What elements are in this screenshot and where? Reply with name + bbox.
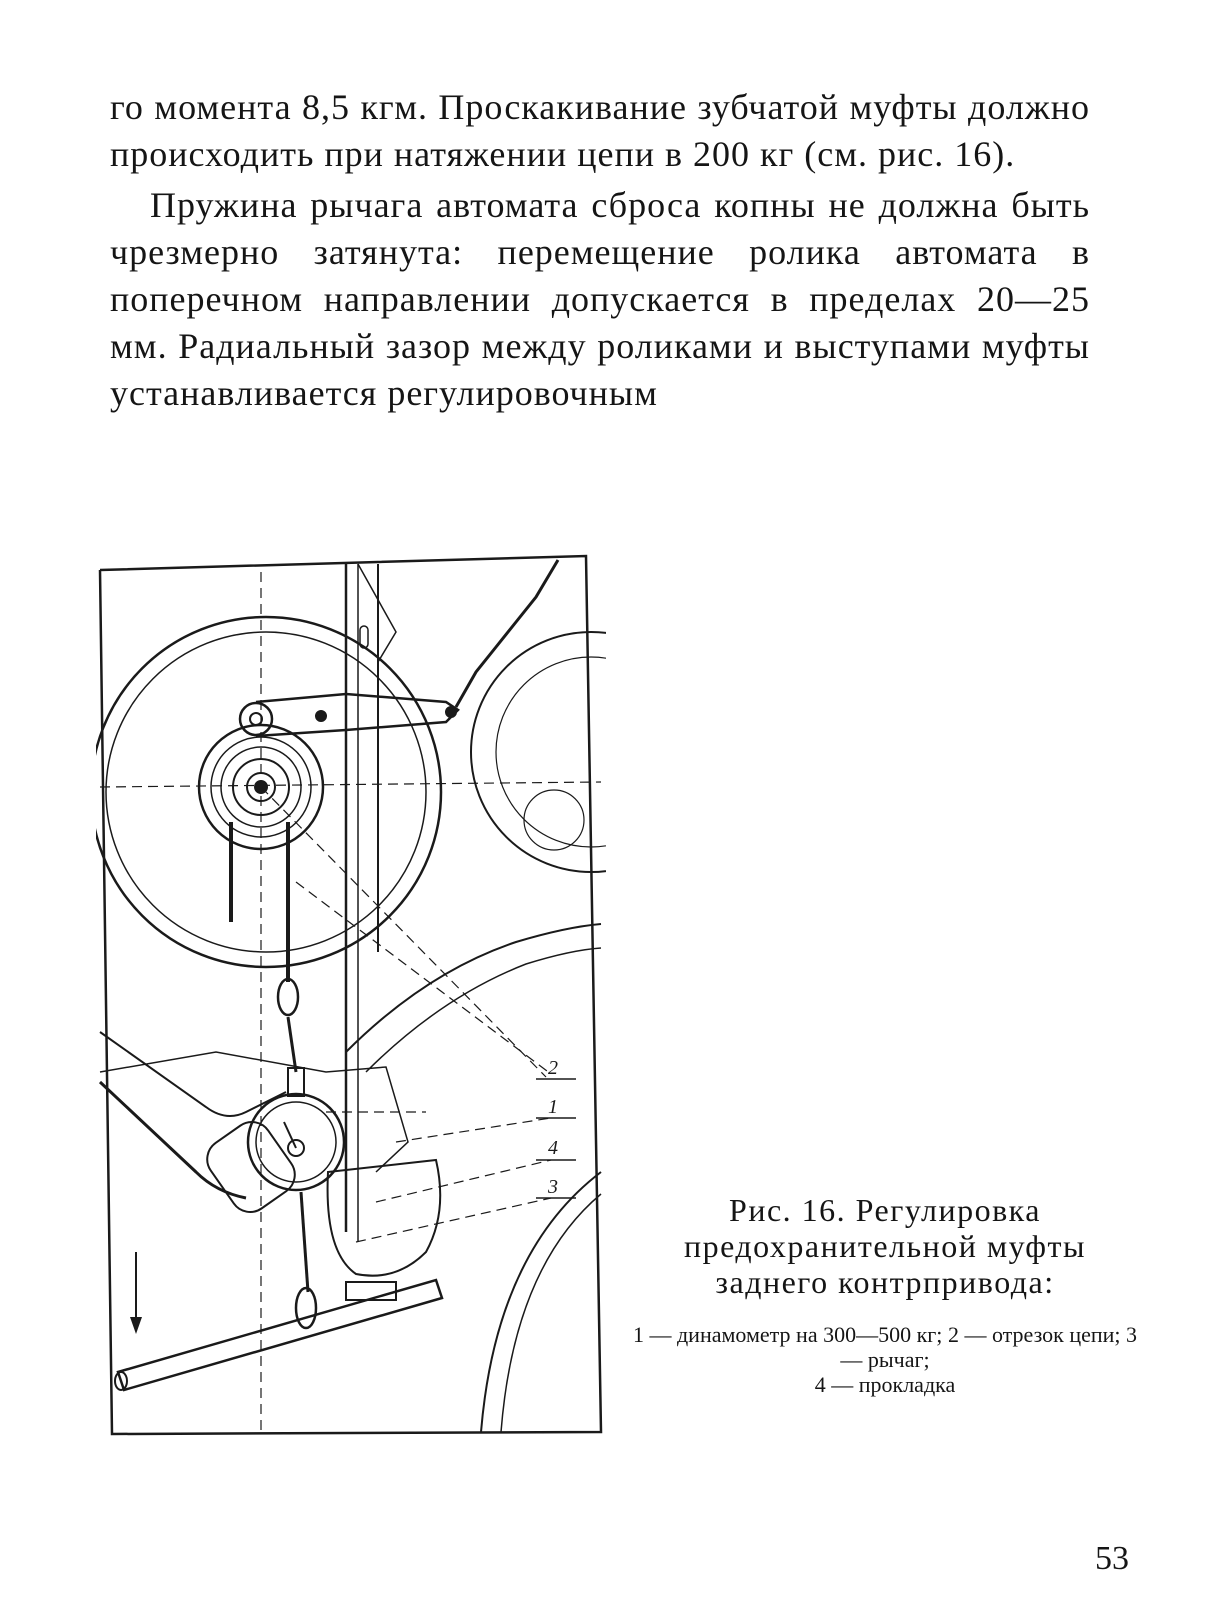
- figure-caption: [630, 1192, 1140, 1397]
- body-text: [110, 84, 1090, 417]
- callout-label-3: 3: [548, 1176, 558, 1198]
- mechanism-drawing: [96, 552, 606, 1442]
- paragraph-1: го момента 8,5 кгм. Проскакивание зубчатой муфты должно происходить при натяжении цепи в 200 кг (см. рис. 16).: [110, 87, 1090, 174]
- callout-label-4: 4: [548, 1137, 558, 1159]
- page-number: 53: [1095, 1540, 1129, 1577]
- paragraph-2: Пружина рычага автомата сброса копны не должна быть чрезмерно затянута: перемещение ролика автомата в поперечном направлении допускается в пределах 20—25 мм. Радиальный зазор между роликами и выступами муфты устанавливается регулировочным: [110, 185, 1090, 413]
- legend-item-1: 1 — динамометр на 300—500 кг;: [632, 1322, 943, 1347]
- callout-label-2: 2: [548, 1057, 558, 1079]
- legend-item-4: 4 — прокладка: [814, 1372, 956, 1397]
- callout-label-1: 1: [548, 1096, 558, 1118]
- legend-item-2: 2 — отрезок цепи;: [947, 1322, 1121, 1347]
- legend-item-3: 3 — рычаг;: [840, 1322, 1138, 1372]
- figure-16-drawing: [96, 552, 606, 1442]
- figure-legend: [630, 1322, 1140, 1397]
- caption-title: Рис. 16. Регулировка предохранительной муфты заднего контрпривода:: [683, 1192, 1086, 1300]
